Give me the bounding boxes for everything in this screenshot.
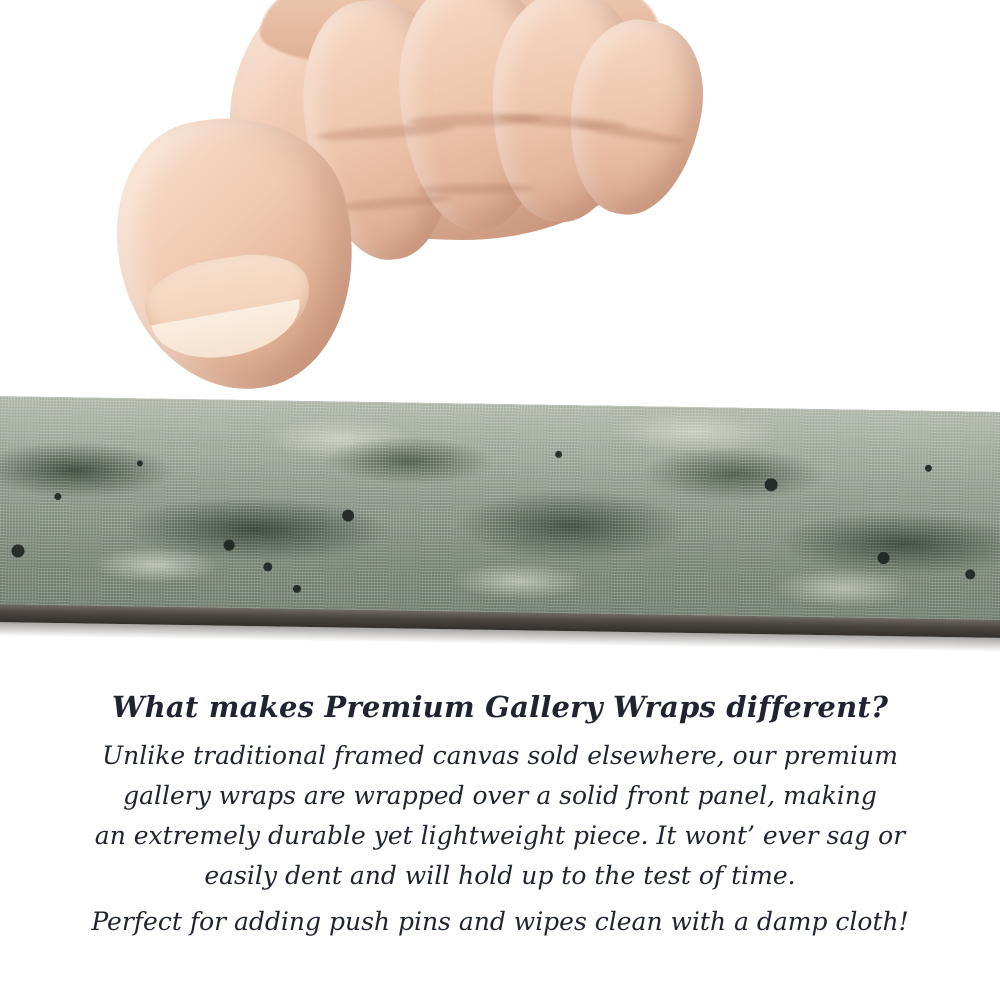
canvas-speck [925,465,932,472]
hand-illustration [110,0,680,420]
canvas-wrap-slab [0,396,1000,652]
canvas-speck [965,569,975,579]
canvas-speck [54,493,61,500]
caption-block [0,690,1000,942]
canvas-speck [293,585,301,593]
canvas-weave-texture [0,396,1000,620]
canvas-speck [11,544,24,557]
caption-line-1: Unlike traditional framed canvas sold elsewhere, our premium [102,741,898,770]
canvas-speck [263,562,272,571]
caption-line-4: easily dent and will hold up to the test of time. [204,861,796,890]
canvas-speck [137,460,143,466]
caption-line-2: gallery wraps are wrapped over a solid front panel, making [123,781,877,810]
caption-line-3: an extremely durable yet lightweight piece. It wont’ ever sag or [94,821,906,850]
canvas-speck [555,451,562,458]
caption-heading: What makes Premium Gallery Wraps different? [111,690,889,724]
canvas-speck [877,552,889,564]
caption-closing-line: Perfect for adding push pins and wipes clean with a damp cloth! [91,907,909,936]
